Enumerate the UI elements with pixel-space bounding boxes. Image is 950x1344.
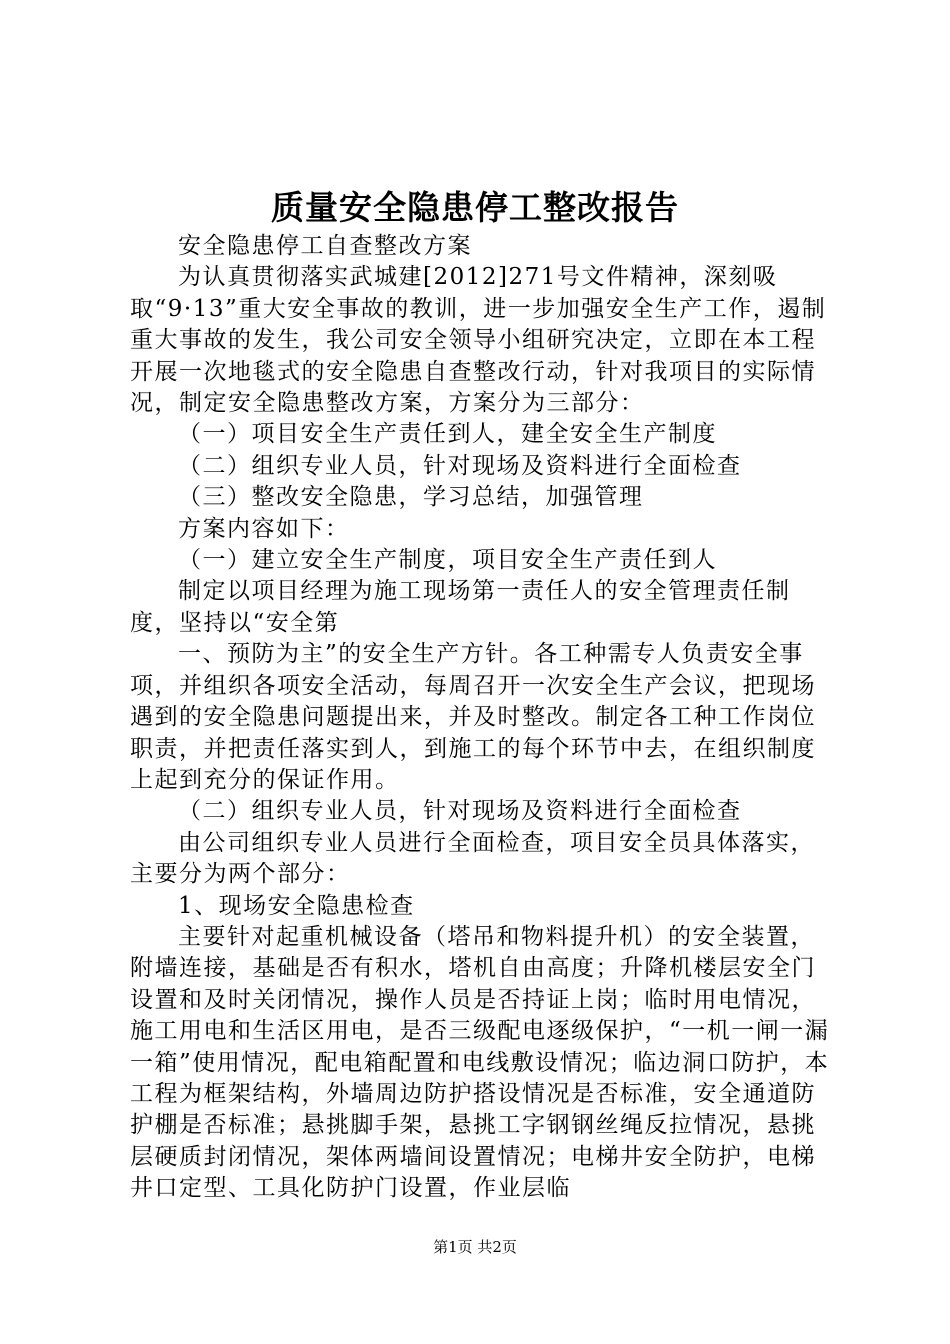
paragraph-part-1: （一）项目安全生产责任到人，建全安全生产制度 xyxy=(178,421,717,448)
document-body xyxy=(130,231,830,1205)
page-number-footer: 第1页 共2页 xyxy=(433,1238,517,1256)
paragraph-section-1-policy: 一、预防为主”的安全生产方针。各工种需专人负责安全事项，并组织各项安全活动，每周召开一次安全生产会议，把现场遇到的安全隐患问题提出来，并及时整改。制定各工种工作岗位职责，并把责任落实到人，到施工的每个环节中去，在组织制度上起到充分的保证作用。 xyxy=(130,641,816,793)
paragraph-content-heading: 方案内容如下： xyxy=(178,515,350,542)
paragraph-intro: 为认真贯彻落实武城建[2012]271号文件精神，深刻吸取“9·13”重大安全事故的教训，进一步加强安全生产工作，遏制重大事故的发生，我公司安全领导小组研究决定，立即在本工程开展一次地毯式的安全隐患自查整改行动，针对我项目的实际情况，制定安全隐患整改方案，方案分为三部分： xyxy=(130,264,827,417)
paragraph-subsection-1-text: 主要针对起重机械设备（塔吊和物料提升机）的安全装置，附墙连接，基础是否有积水，塔机自由高度；升降机楼层安全门设置和及时关闭情况，操作人员是否持证上岗；临时用电情况，施工用电和生活区用电，是否三级配电逐级保护，“一机一闸一漏一箱”使用情况，配电箱配置和电线敷设情况；临边洞口防护，本工程为框架结构，外墙周边防护搭设情况是否标准，安全通道防护棚是否标准；悬挑脚手架，悬挑工字钢钢丝绳反拉情况，悬挑层硬质封闭情况，架体两墙间设置情况；电梯井安全防护，电梯井口定型、工具化防护门设置，作业层临 xyxy=(130,923,830,1202)
paragraph-section-2-text: 由公司组织专业人员进行全面检查，项目安全员具体落实，主要分为两个部分： xyxy=(130,829,815,888)
document-title: 质量安全隐患停工整改报告 xyxy=(271,188,679,227)
paragraph-subsection-1-heading: 1、现场安全隐患检查 xyxy=(178,892,415,919)
paragraph-subtitle: 安全隐患停工自查整改方案 xyxy=(178,233,472,259)
paragraph-section-1-text: 制定以项目经理为施工现场第一责任人的安全管理责任制度，坚持以“安全第 xyxy=(130,578,791,636)
paragraph-part-2: （二）组织专业人员，针对现场及资料进行全面检查 xyxy=(178,452,742,479)
paragraph-section-2-heading: （二）组织专业人员，针对现场及资料进行全面检查 xyxy=(178,798,742,825)
paragraph-section-1-heading: （一）建立安全生产制度，项目安全生产责任到人 xyxy=(178,547,717,574)
paragraph-part-3: （三）整改安全隐患，学习总结，加强管理 xyxy=(178,484,644,511)
